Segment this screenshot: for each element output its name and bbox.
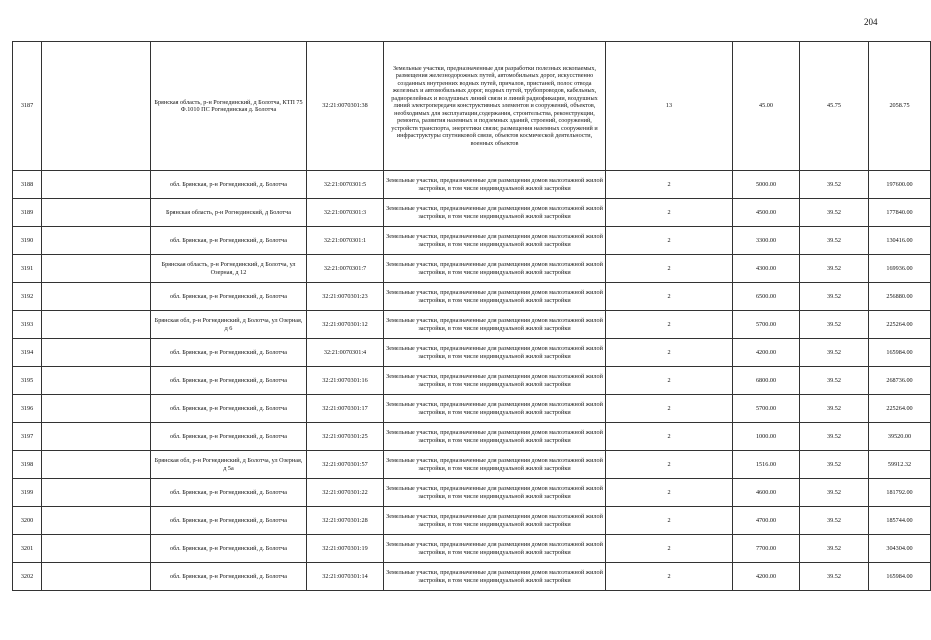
cadastral-value-cell: 59912.32 <box>869 451 931 479</box>
cadastral-number-cell: 32:21:0070301:4 <box>307 339 384 367</box>
empty-cell <box>42 451 151 479</box>
cadastral-value-cell: 2058.75 <box>869 42 931 171</box>
empty-cell <box>42 227 151 255</box>
row-number-cell: 3195 <box>13 367 42 395</box>
cadastral-value-cell: 256880.00 <box>869 283 931 311</box>
cadastral-number-cell: 32:21:0070301:25 <box>307 423 384 451</box>
area-cell: 6800.00 <box>733 367 800 395</box>
land-use-cell: Земельные участки, предназначенные для размещения домов малоэтажной жилой застройки, в том числе индивидуальной жилой застройки <box>384 507 606 535</box>
cadastral-number-cell: 32:21:0070301:7 <box>307 255 384 283</box>
area-cell: 5700.00 <box>733 311 800 339</box>
row-number-cell: 3190 <box>13 227 42 255</box>
row-number-cell: 3192 <box>13 283 42 311</box>
use-group-cell: 2 <box>606 199 733 227</box>
specific-value-cell: 45.75 <box>800 42 869 171</box>
table-row <box>13 227 931 255</box>
row-number-cell: 3193 <box>13 311 42 339</box>
empty-cell <box>42 507 151 535</box>
specific-value-cell: 39.52 <box>800 227 869 255</box>
area-cell: 7700.00 <box>733 535 800 563</box>
area-cell: 4200.00 <box>733 339 800 367</box>
cadastral-value-cell: 197600.00 <box>869 171 931 199</box>
use-group-cell: 2 <box>606 395 733 423</box>
cadastral-value-cell: 165984.00 <box>869 339 931 367</box>
use-group-cell: 2 <box>606 283 733 311</box>
row-number-cell: 3191 <box>13 255 42 283</box>
table-row <box>13 339 931 367</box>
table-row <box>13 479 931 507</box>
area-cell: 3300.00 <box>733 227 800 255</box>
row-number-cell: 3198 <box>13 451 42 479</box>
row-number-cell: 3200 <box>13 507 42 535</box>
table-row <box>13 423 931 451</box>
table-row <box>13 171 931 199</box>
row-number-cell: 3194 <box>13 339 42 367</box>
cadastral-value-cell: 225264.00 <box>869 311 931 339</box>
use-group-cell: 2 <box>606 451 733 479</box>
cadastral-number-cell: 32:21:0070301:28 <box>307 507 384 535</box>
table-body <box>13 42 931 591</box>
row-number-cell: 3201 <box>13 535 42 563</box>
address-cell: обл. Брянская, р-н Рогнединский, д. Болотча <box>151 423 307 451</box>
cadastral-value-cell: 181792.00 <box>869 479 931 507</box>
cadastral-number-cell: 32:21:0070301:3 <box>307 199 384 227</box>
area-cell: 5700.00 <box>733 395 800 423</box>
specific-value-cell: 39.52 <box>800 507 869 535</box>
cadastral-number-cell: 32:21:0070301:38 <box>307 42 384 171</box>
specific-value-cell: 39.52 <box>800 535 869 563</box>
empty-cell <box>42 563 151 591</box>
specific-value-cell: 39.52 <box>800 199 869 227</box>
area-cell: 4700.00 <box>733 507 800 535</box>
specific-value-cell: 39.52 <box>800 563 869 591</box>
land-use-cell: Земельные участки, предназначенные для размещения домов малоэтажной жилой застройки, в том числе индивидуальной жилой застройки <box>384 339 606 367</box>
use-group-cell: 2 <box>606 423 733 451</box>
specific-value-cell: 39.52 <box>800 311 869 339</box>
empty-cell <box>42 199 151 227</box>
use-group-cell: 2 <box>606 255 733 283</box>
address-cell: Брянская обл, р-н Рогнединский, д Болотча, ул Озерная, д 6 <box>151 311 307 339</box>
area-cell: 6500.00 <box>733 283 800 311</box>
cadastral-number-cell: 32:21:0070301:22 <box>307 479 384 507</box>
address-cell: обл. Брянская, р-н Рогнединский, д. Болотча <box>151 479 307 507</box>
cadastral-number-cell: 32:21:0070301:12 <box>307 311 384 339</box>
address-cell: обл. Брянская, р-н Рогнединский, д. Болотча <box>151 283 307 311</box>
empty-cell <box>42 283 151 311</box>
address-cell: обл. Брянская, р-н Рогнединский, д. Болотча <box>151 367 307 395</box>
area-cell: 1000.00 <box>733 423 800 451</box>
address-cell: обл. Брянская, р-н Рогнединский, д. Болотча <box>151 227 307 255</box>
area-cell: 4200.00 <box>733 563 800 591</box>
area-cell: 4600.00 <box>733 479 800 507</box>
use-group-cell: 2 <box>606 227 733 255</box>
cadastral-number-cell: 32:21:0070301:23 <box>307 283 384 311</box>
table-row <box>13 535 931 563</box>
row-number-cell: 3197 <box>13 423 42 451</box>
specific-value-cell: 39.52 <box>800 367 869 395</box>
land-use-cell: Земельные участки, предназначенные для размещения домов малоэтажной жилой застройки, в том числе индивидуальной жилой застройки <box>384 535 606 563</box>
empty-cell <box>42 42 151 171</box>
land-use-cell: Земельные участки, предназначенные для размещения домов малоэтажной жилой застройки, в том числе индивидуальной жилой застройки <box>384 255 606 283</box>
address-cell: Брянская область, р-н Рогнединский, д Болотча, ул Озерная, д 12 <box>151 255 307 283</box>
specific-value-cell: 39.52 <box>800 255 869 283</box>
use-group-cell: 2 <box>606 339 733 367</box>
land-use-cell: Земельные участки, предназначенные для размещения домов малоэтажной жилой застройки, в том числе индивидуальной жилой застройки <box>384 423 606 451</box>
row-number-cell: 3188 <box>13 171 42 199</box>
cadastral-number-cell: 32:21:0070301:57 <box>307 451 384 479</box>
use-group-cell: 2 <box>606 479 733 507</box>
empty-cell <box>42 311 151 339</box>
specific-value-cell: 39.52 <box>800 395 869 423</box>
table-row <box>13 563 931 591</box>
address-cell: Брянская область, р-н Рогнединский, д Болотча <box>151 199 307 227</box>
land-use-cell: Земельные участки, предназначенные для разработки полезных ископаемых, размещения железнодорожных путей, автомобильных дорог, искусственно созданных внутренних водных путей, причалов, пристаней, полос отвода железных и автомобильных дорог, водных путей, трубопроводов, кабельных, радиорелейных и воздушных линий связи и линий радиофикации, воздушных линий электропередачи конструктивных элементов и сооружений, объектов, необходимых для эксплуатации,содержания, строительства, реконструкции, ремонта, развития наземных и подземных зданий, строений, сооружений, устройств транспорта, энергетики связи; размещения наземных сооружений и инфраструктуры спутниковой связи, объектов космической деятельности, военных объектов <box>384 42 606 171</box>
address-cell: Брянская обл, р-н Рогнединский, д Болотча, ул Озерная, д 5а <box>151 451 307 479</box>
empty-cell <box>42 255 151 283</box>
use-group-cell: 2 <box>606 535 733 563</box>
empty-cell <box>42 367 151 395</box>
specific-value-cell: 39.52 <box>800 171 869 199</box>
land-use-cell: Земельные участки, предназначенные для размещения домов малоэтажной жилой застройки, в том числе индивидуальной жилой застройки <box>384 563 606 591</box>
cadastral-value-cell: 169936.00 <box>869 255 931 283</box>
row-number-cell: 3189 <box>13 199 42 227</box>
cadastral-number-cell: 32:21:0070301:14 <box>307 563 384 591</box>
table-row <box>13 283 931 311</box>
address-cell: Брянская область, р-н Рогнединский, д Болотча, КТП 75 Ф.1010 ПС Рогнединская д. Болотча <box>151 42 307 171</box>
land-use-cell: Земельные участки, предназначенные для размещения домов малоэтажной жилой застройки, в том числе индивидуальной жилой застройки <box>384 171 606 199</box>
land-use-cell: Земельные участки, предназначенные для размещения домов малоэтажной жилой застройки, в том числе индивидуальной жилой застройки <box>384 395 606 423</box>
cadastral-value-cell: 268736.00 <box>869 367 931 395</box>
row-number-cell: 3187 <box>13 42 42 171</box>
cadastral-number-cell: 32:21:0070301:5 <box>307 171 384 199</box>
table-row <box>13 451 931 479</box>
land-use-cell: Земельные участки, предназначенные для размещения домов малоэтажной жилой застройки, в том числе индивидуальной жилой застройки <box>384 283 606 311</box>
empty-cell <box>42 479 151 507</box>
cadastral-number-cell: 32:21:0070301:1 <box>307 227 384 255</box>
use-group-cell: 2 <box>606 507 733 535</box>
row-number-cell: 3196 <box>13 395 42 423</box>
area-cell: 45.00 <box>733 42 800 171</box>
land-use-cell: Земельные участки, предназначенные для размещения домов малоэтажной жилой застройки, в том числе индивидуальной жилой застройки <box>384 479 606 507</box>
cadastral-value-cell: 165984.00 <box>869 563 931 591</box>
specific-value-cell: 39.52 <box>800 451 869 479</box>
table-row <box>13 507 931 535</box>
area-cell: 4500.00 <box>733 199 800 227</box>
table-row <box>13 367 931 395</box>
area-cell: 5000.00 <box>733 171 800 199</box>
land-use-cell: Земельные участки, предназначенные для размещения домов малоэтажной жилой застройки, в том числе индивидуальной жилой застройки <box>384 227 606 255</box>
cadastral-value-cell: 39520.00 <box>869 423 931 451</box>
use-group-cell: 2 <box>606 367 733 395</box>
table-row <box>13 311 931 339</box>
cadastral-number-cell: 32:21:0070301:19 <box>307 535 384 563</box>
specific-value-cell: 39.52 <box>800 339 869 367</box>
land-use-cell: Земельные участки, предназначенные для размещения домов малоэтажной жилой застройки, в том числе индивидуальной жилой застройки <box>384 199 606 227</box>
address-cell: обл. Брянская, р-н Рогнединский, д. Болотча <box>151 535 307 563</box>
use-group-cell: 2 <box>606 311 733 339</box>
cadastral-value-cell: 177840.00 <box>869 199 931 227</box>
empty-cell <box>42 339 151 367</box>
specific-value-cell: 39.52 <box>800 283 869 311</box>
table-row <box>13 255 931 283</box>
empty-cell <box>42 171 151 199</box>
address-cell: обл. Брянская, р-н Рогнединский, д. Болотча <box>151 339 307 367</box>
empty-cell <box>42 535 151 563</box>
cadastral-value-cell: 130416.00 <box>869 227 931 255</box>
address-cell: обл. Брянская, р-н Рогнединский, д. Болотча <box>151 171 307 199</box>
row-number-cell: 3202 <box>13 563 42 591</box>
area-cell: 1516.00 <box>733 451 800 479</box>
specific-value-cell: 39.52 <box>800 479 869 507</box>
area-cell: 4300.00 <box>733 255 800 283</box>
empty-cell <box>42 395 151 423</box>
table-row <box>13 199 931 227</box>
cadastral-number-cell: 32:21:0070301:17 <box>307 395 384 423</box>
empty-cell <box>42 423 151 451</box>
use-group-cell: 2 <box>606 171 733 199</box>
specific-value-cell: 39.52 <box>800 423 869 451</box>
land-use-cell: Земельные участки, предназначенные для размещения домов малоэтажной жилой застройки, в том числе индивидуальной жилой застройки <box>384 367 606 395</box>
use-group-cell: 13 <box>606 42 733 171</box>
cadastral-value-cell: 185744.00 <box>869 507 931 535</box>
address-cell: обл. Брянская, р-н Рогнединский, д. Болотча <box>151 563 307 591</box>
land-use-cell: Земельные участки, предназначенные для размещения домов малоэтажной жилой застройки, в том числе индивидуальной жилой застройки <box>384 311 606 339</box>
address-cell: обл. Брянская, р-н Рогнединский, д. Болотча <box>151 507 307 535</box>
cadastral-value-cell: 225264.00 <box>869 395 931 423</box>
page-number: 204 <box>864 17 878 27</box>
cadastral-value-table <box>12 41 931 591</box>
table-row <box>13 42 931 171</box>
table-row <box>13 395 931 423</box>
address-cell: обл. Брянская, р-н Рогнединский, д. Болотча <box>151 395 307 423</box>
use-group-cell: 2 <box>606 563 733 591</box>
land-use-cell: Земельные участки, предназначенные для размещения домов малоэтажной жилой застройки, в том числе индивидуальной жилой застройки <box>384 451 606 479</box>
cadastral-value-cell: 304304.00 <box>869 535 931 563</box>
cadastral-number-cell: 32:21:0070301:16 <box>307 367 384 395</box>
row-number-cell: 3199 <box>13 479 42 507</box>
